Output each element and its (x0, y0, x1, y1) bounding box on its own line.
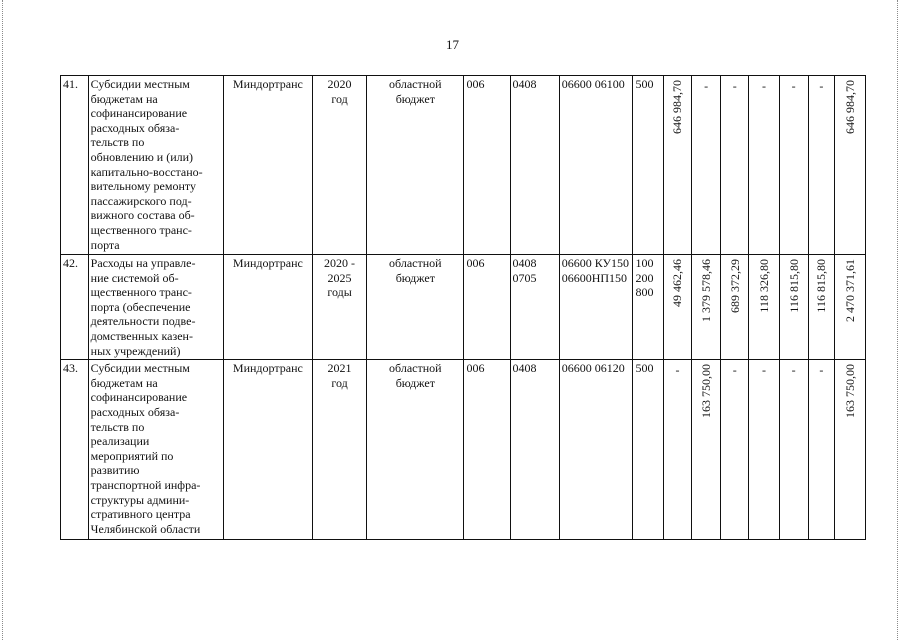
amount-cell (664, 76, 692, 255)
table-row (61, 360, 866, 540)
amount-dash: - (761, 79, 766, 93)
measure-name-line: вижного состава об- (90, 208, 195, 223)
funding-source-cell (367, 360, 464, 540)
amount-cell (779, 360, 808, 540)
amount-dash: - (791, 79, 796, 93)
funding-source-line: бюджет (395, 91, 435, 106)
expense-type-cell (633, 76, 664, 255)
row-number-cell (61, 360, 89, 540)
kvsr-code: 006 (466, 77, 485, 91)
measure-name-line: щественного транс- (90, 285, 192, 300)
budget-table-body (61, 76, 866, 540)
section-code-cell (510, 360, 559, 540)
measure-name-line: Субсидии местным (90, 361, 190, 376)
amount-value: 1 379 578,46 (699, 259, 714, 322)
amount-value: 2 470 371,61 (843, 259, 858, 322)
expense-type-code: 100 (635, 256, 654, 270)
target-article-code: 06600НП150 (561, 270, 628, 285)
measure-name-line: развитию (90, 463, 140, 478)
table-row (61, 76, 866, 255)
amount-cell (691, 255, 721, 360)
measure-name-line: порта (90, 237, 120, 252)
measure-name-line: ных учреждений) (90, 343, 181, 358)
amount-cell (691, 360, 721, 540)
amount-value: 116 815,80 (786, 259, 801, 313)
period-line: 2020 - (324, 256, 356, 270)
period-cell (312, 76, 366, 255)
executor-cell (223, 76, 312, 255)
measure-name-line: софинансирование (90, 106, 188, 121)
expense-type-code: 500 (635, 361, 654, 376)
amount-cell (721, 76, 749, 255)
measure-name-line: пассажирского под- (90, 193, 192, 208)
measure-name-line: обновлению и (или) (90, 149, 194, 164)
executor-text: Миндортранс (232, 361, 303, 376)
section-code: 0408 (512, 256, 537, 270)
measure-name-line: ние системой об- (90, 270, 179, 285)
amount-value: 646 984,70 (843, 80, 858, 134)
measure-name-line: бюджетам на (90, 375, 158, 390)
funding-source-line: областной (389, 361, 442, 376)
funding-source-line: областной (389, 77, 442, 91)
amount-cell (749, 76, 780, 255)
funding-source-line: областной (389, 256, 442, 270)
funding-source-line: бюджет (395, 375, 435, 390)
measure-name-line: мероприятий по (90, 448, 174, 463)
expense-type-code: 800 (635, 285, 654, 300)
row-number-cell (61, 255, 89, 360)
row-number: 43. (63, 361, 78, 376)
period-line: год (331, 375, 348, 390)
section-code-cell (510, 76, 559, 255)
measure-name-line: транспортной инфра- (90, 477, 201, 492)
kvsr-code-cell (464, 255, 510, 360)
target-article-cell (559, 360, 633, 540)
page-number: 17 (446, 37, 459, 52)
funding-source-line: бюджет (395, 270, 435, 285)
period-line: годы (327, 285, 352, 300)
measure-name-line: бюджетам на (90, 91, 158, 106)
funding-source-cell (367, 255, 464, 360)
measure-name-line: стративного центра (90, 507, 191, 522)
measure-name-cell (88, 360, 223, 540)
amount-dash: - (732, 79, 737, 93)
measure-name-line: капитально-восстано- (90, 164, 203, 179)
measure-name-line: расходных обяза- (90, 120, 180, 135)
period-line: год (331, 91, 348, 106)
amount-dash: - (761, 363, 766, 378)
period-line: 2020 (327, 77, 352, 91)
amount-dash: - (791, 363, 796, 378)
section-code: 0705 (512, 270, 537, 285)
measure-name-line: тельств по (90, 419, 145, 434)
target-article-cell (559, 255, 633, 360)
measure-name-line: домственных казен- (90, 328, 193, 343)
amount-cell (721, 360, 749, 540)
measure-name-line: софинансирование (90, 390, 188, 405)
expense-type-code: 500 (635, 77, 654, 91)
measure-name-line: Субсидии местным (90, 77, 190, 91)
measure-name-line: расходных обяза- (90, 404, 180, 419)
amount-cell (835, 360, 866, 540)
period-line: 2025 (327, 270, 352, 285)
measure-name-line: Расходы на управле- (90, 256, 196, 270)
amount-cell (721, 255, 749, 360)
measure-name-line: тельств по (90, 135, 145, 150)
amount-cell (664, 360, 692, 540)
expense-type-code: 200 (635, 270, 654, 285)
amount-cell (835, 76, 866, 255)
amount-value: 118 326,80 (756, 259, 771, 313)
measure-name-line: реализации (90, 434, 150, 449)
amount-dash: - (819, 79, 824, 93)
kvsr-code-cell (464, 76, 510, 255)
row-number: 42. (63, 256, 78, 270)
kvsr-code: 006 (466, 256, 485, 270)
amount-value: 163 750,00 (843, 364, 858, 419)
measure-name-cell (88, 255, 223, 360)
amount-cell (835, 255, 866, 360)
target-article-cell (559, 76, 633, 255)
expense-type-cell (633, 255, 664, 360)
amount-dash: - (675, 363, 680, 378)
amount-cell (691, 76, 721, 255)
amount-value: 116 815,80 (814, 259, 829, 313)
scan-edge-right (897, 0, 898, 640)
measure-name-line: порта (обеспечение (90, 299, 191, 314)
target-article-code: 06600 06120 (561, 361, 625, 376)
executor-cell (223, 360, 312, 540)
amount-dash: - (704, 79, 709, 93)
period-cell (312, 255, 366, 360)
amount-value: 49 462,46 (670, 259, 685, 307)
amount-cell (808, 255, 835, 360)
amount-dash: - (732, 363, 737, 378)
kvsr-code: 006 (466, 361, 485, 376)
amount-cell (779, 255, 808, 360)
executor-text: Миндортранс (232, 77, 303, 91)
amount-cell (664, 255, 692, 360)
funding-source-cell (367, 76, 464, 255)
measure-name-line: вительному ремонту (90, 179, 196, 194)
measure-name-line: Челябинской области (90, 521, 201, 536)
kvsr-code-cell (464, 360, 510, 540)
amount-cell (749, 360, 780, 540)
measure-name-line: щественного транс- (90, 222, 192, 237)
section-code: 0408 (512, 77, 537, 91)
measure-name-line: деятельности подве- (90, 314, 196, 329)
executor-cell (223, 255, 312, 360)
measure-name-line: структуры админи- (90, 492, 190, 507)
amount-cell (749, 255, 780, 360)
table-row (61, 255, 866, 360)
measure-name-cell (88, 76, 223, 255)
executor-text: Миндортранс (232, 256, 303, 270)
amount-cell (779, 76, 808, 255)
row-number-cell (61, 76, 89, 255)
row-number: 41. (63, 77, 78, 91)
amount-value: 646 984,70 (670, 80, 685, 134)
amount-dash: - (819, 363, 824, 378)
amount-value: 689 372,29 (727, 259, 742, 313)
expense-type-cell (633, 360, 664, 540)
section-code-cell (510, 255, 559, 360)
period-line: 2021 (327, 361, 352, 376)
amount-cell (808, 360, 835, 540)
amount-cell (808, 76, 835, 255)
target-article-code: 06600 06100 (561, 77, 625, 91)
scan-edge-left (2, 0, 3, 640)
period-cell (312, 360, 366, 540)
budget-table (60, 75, 866, 540)
target-article-code: 06600 КУ150 (561, 256, 629, 270)
amount-value: 163 750,00 (699, 364, 714, 419)
section-code: 0408 (512, 361, 537, 376)
